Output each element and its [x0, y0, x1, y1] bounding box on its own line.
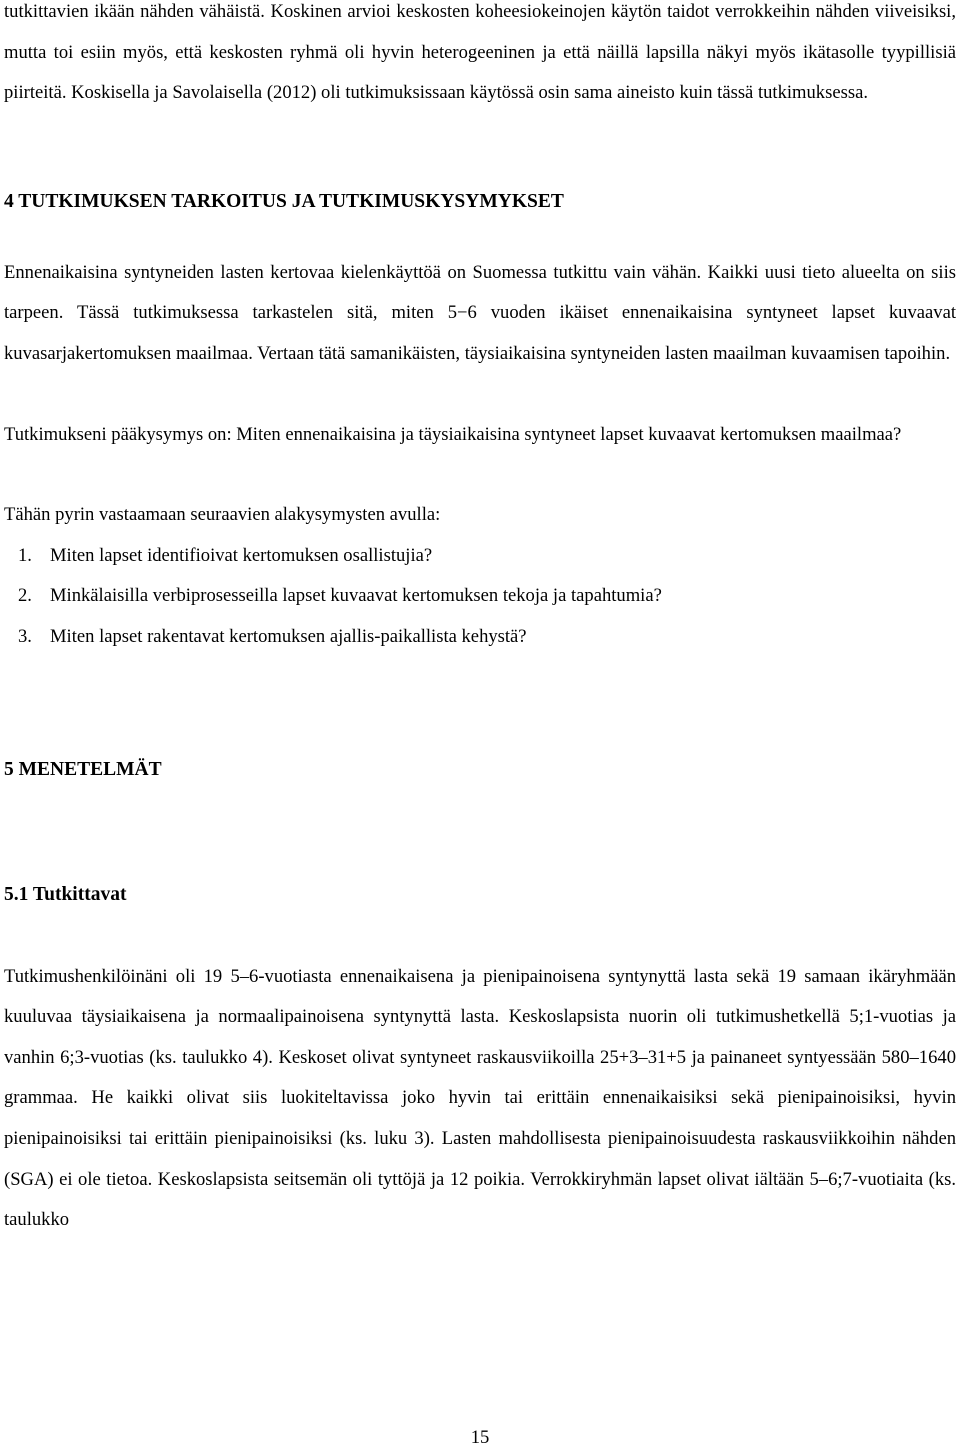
- section-5-1-heading: 5.1 Tutkittavat: [4, 883, 127, 905]
- section-4-paragraph-1: Ennenaikaisina syntyneiden lasten kertovaa kielenkäyttöä on Suomessa tutkittu vain vähän. Kaikki uusi tieto alueelta on siis tarpeen. Tässä tutkimuksessa tarkastelen sitä, miten 5−6 vuoden ikäiset ennenaikaisina syntyneet lapset kuvaavat kuvasarjakertomuksen maailmaa. Vertaan tätä samanikäisten, täysiaikaisina syntyneiden lasten maailman kuvaamisen tapoihin.: [4, 261, 956, 364]
- section-4-heading: 4 TUTKIMUKSEN TARKOITUS JA TUTKIMUSKYSYMYKSET: [4, 190, 564, 212]
- list-item: [4, 617, 956, 658]
- list-item-number: 1.: [18, 544, 32, 566]
- document-page: [4, 0, 956, 1241]
- list-item-text: Miten lapset rakentavat kertomuksen ajallis-paikallista kehystä?: [50, 625, 527, 647]
- list-item-number: 2.: [18, 585, 32, 607]
- list-item: [4, 576, 956, 617]
- page-number: 15: [470, 1427, 490, 1448]
- section-4-main-question: Tutkimukseni pääkysymys on: Miten ennenaikaisina ja täysiaikaisina syntyneet lapset kuvaavat kertomuksen maailmaa?: [4, 423, 902, 445]
- section-5-heading: 5 MENETELMÄT: [4, 758, 162, 780]
- intro-paragraph: tutkittavien ikään nähden vähäistä. Koskinen arvioi keskosten koheesiokeinojen käytön taidot verrokkeihin nähden viiveisiksi, mutta toi esiin myös, että keskosten ryhmä oli hyvin heterogeeninen ja että näillä lapsilla näkyi myös ikätasolle tyypillisiä piirteitä. Koskisella ja Savolaisella (2012) oli tutkimuksissaan käytössä osin sama aineisto kuin tässä tutkimuksessa.: [4, 1, 956, 104]
- list-item-number: 3.: [18, 625, 32, 647]
- list-item-text: Minkälaisilla verbiprosesseilla lapset kuvaavat kertomuksen tekoja ja tapahtumia?: [50, 585, 662, 607]
- research-question-list: [4, 536, 956, 658]
- list-item-text: Miten lapset identifioivat kertomuksen osallistujia?: [50, 544, 433, 566]
- section-4-subquestions-intro: Tähän pyrin vastaamaan seuraavien alakysymysten avulla:: [4, 504, 441, 526]
- section-5-1-paragraph: Tutkimushenkilöinäni oli 19 5–6-vuotiasta ennenaikaisena ja pienipainoisena syntynyttä lasta sekä 19 samaan ikäryhmään kuuluvaa täysiaikaisena ja normaalipainoisena syntynyttä lasta. Keskoslapsista nuorin oli tutkimushetkellä 5;1-vuotias ja vanhin 6;3-vuotias (ks. taulukko 4). Keskoset olivat syntyneet raskausviikoilla 25+3–31+5 ja painaneet syntyessään 580–1640 grammaa. He kaikki olivat siis luokiteltavissa joko hyvin tai erittäin ennenaikaisiksi sekä pienipainoisiksi, hyvin pienipainoisiksi tai erittäin pienipainoisiksi (ks. luku 3). Lasten mahdollisesta pienipainoisuudesta raskausviikkoihin nähden (SGA) ei ole tietoa. Keskoslapsista seitsemän oli tyttöjä ja 12 poikia. Verrokkiryhmän lapset olivat iältään 5–6;7-vuotiaita (ks. taulukko: [4, 965, 956, 1231]
- list-item: [4, 536, 956, 577]
